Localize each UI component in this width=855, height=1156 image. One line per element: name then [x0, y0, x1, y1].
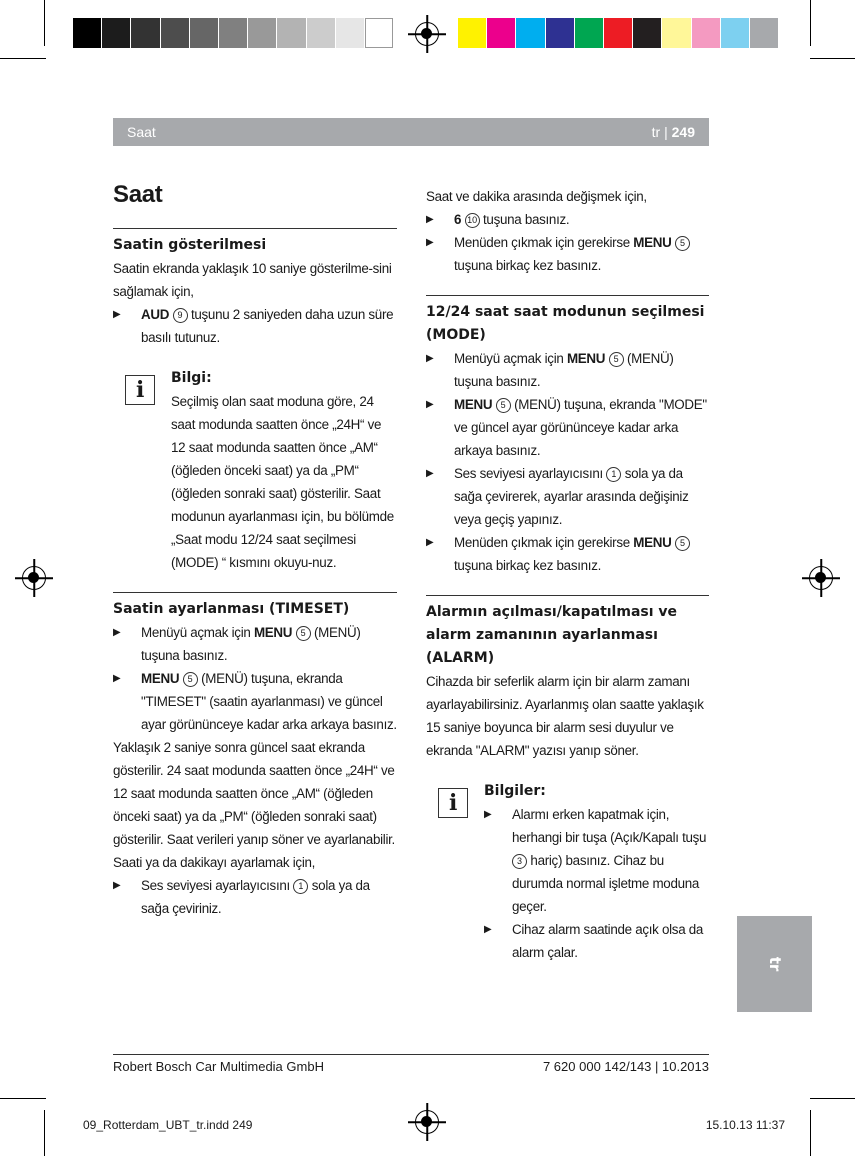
color-swatch: [516, 18, 544, 48]
bullet-arrow-icon: ▶: [426, 468, 434, 479]
key-label: MENU: [566, 351, 606, 366]
list-item: [426, 531, 709, 577]
footer-rule: [113, 1054, 709, 1055]
bullet-arrow-icon: ▶: [113, 309, 121, 320]
color-swatch: [219, 18, 247, 48]
key-number: 5: [609, 352, 624, 367]
key-label: MENU: [141, 671, 180, 686]
crop-mark: [810, 0, 811, 46]
crop-mark: [0, 1098, 46, 1099]
item-text: sola ya da sağa çeviriniz.: [141, 878, 370, 916]
info-title: Bilgiler:: [484, 783, 546, 799]
bullet-arrow-icon: ▶: [484, 924, 492, 935]
bullet-arrow-icon: ▶: [426, 537, 434, 548]
key-number: 1: [606, 467, 621, 482]
bullet-arrow-icon: ▶: [426, 214, 434, 225]
bullet-arrow-icon: ▶: [484, 809, 492, 820]
key-number: 10: [465, 213, 480, 228]
color-swatch: [248, 18, 276, 48]
key-label: AUD: [141, 307, 170, 322]
page-title: Saat: [113, 181, 163, 208]
item-text: Menüden çıkmak için gerekirse: [454, 535, 630, 550]
section-heading: Saatin ayarlanması (TIMESET): [113, 592, 397, 621]
registration-mark-icon: [415, 22, 439, 46]
section-heading: 12/24 saat saat modunun seçilmesi (MODE): [426, 295, 709, 347]
header-page: tr | 249: [651, 124, 695, 140]
bullet-arrow-icon: ▶: [113, 880, 121, 891]
list-item: [113, 303, 397, 349]
list-item: [426, 393, 709, 462]
key-number: 5: [675, 236, 690, 251]
color-swatch: [161, 18, 189, 48]
language-tab-label: tr: [765, 956, 784, 972]
color-swatch: [750, 18, 778, 48]
key-number: 5: [296, 626, 311, 641]
bullet-arrow-icon: ▶: [426, 353, 434, 364]
key-label: 6: [454, 212, 462, 227]
item-text: (MENÜ) tuşuna, ekranda "MODE" ve güncel ayar görününceye kadar arka arkaya basınız.: [454, 397, 707, 458]
color-swatch: [546, 18, 574, 48]
crop-mark: [44, 0, 45, 46]
key-label: MENU: [633, 235, 672, 250]
item-text: (MENÜ) tuşuna basınız.: [141, 625, 361, 663]
item-text: Ses seviyesi ayarlayıcısını: [141, 878, 290, 893]
page-number: 249: [671, 124, 695, 140]
key-number: 5: [675, 536, 690, 551]
list-item: [113, 667, 397, 736]
info-text: Seçilmiş olan saat moduna göre, 24 saat modunda saatten önce „24H“ ve 12 saat modunda saatten önce „AM“ (öğleden önceki saat) ya da „PM“ (öğleden sonraki saat) gösterilir. Saat modunun ayarlanması için, bu bölümde „Saat modu 12/24 saat seçilmesi (MODE) “ kısmını okuyu-nuz.: [171, 394, 394, 570]
item-text: (MENÜ) tuşuna, ekranda "TIMESET" (saatin ayarlanması) ve güncel ayar görününceye kadar arka arkaya basınız.: [141, 671, 397, 732]
color-swatch: [102, 18, 130, 48]
color-swatch: [277, 18, 305, 48]
color-swatch: [692, 18, 720, 48]
crop-mark: [810, 1098, 855, 1099]
registration-mark-icon: [809, 566, 833, 590]
paragraph: Yaklaşık 2 saniye sonra güncel saat ekranda gösterilir. 24 saat modunda saatten önce „24H“ ve 12 saat modunda saatten önce „AM“ (öğleden önceki saat) ya da „PM“ (öğleden sonraki saat) gösterilir. Saat verileri yanıp söner ve ayarlanabilir.: [113, 740, 395, 847]
item-text: sola ya da sağa çevirerek, ayarlar arasında değişiniz veya geçiş yapınız.: [454, 466, 689, 527]
crop-mark: [810, 58, 855, 59]
list-item: [113, 621, 397, 667]
key-number: 1: [293, 879, 308, 894]
color-swatch: [307, 18, 335, 48]
footer-company: Robert Bosch Car Multimedia GmbH: [113, 1059, 324, 1074]
color-swatch: [662, 18, 690, 48]
header-lang: tr: [651, 124, 661, 140]
list-item: [426, 231, 709, 277]
color-swatch: [365, 18, 393, 48]
color-swatch: [633, 18, 661, 48]
color-swatch: [487, 18, 515, 48]
info-title: Bilgi:: [171, 370, 212, 386]
item-text: Ses seviyesi ayarlayıcısını: [454, 466, 603, 481]
crop-mark: [0, 58, 46, 59]
item-text: (MENÜ) tuşuna basınız.: [454, 351, 674, 389]
color-swatch: [190, 18, 218, 48]
bullet-arrow-icon: ▶: [113, 673, 121, 684]
bullet-arrow-icon: ▶: [113, 627, 121, 638]
paragraph: Cihazda bir seferlik alarm için bir alarm zamanı ayarlayabilirsiniz. Ayarlanmış olan saatte yaklaşık 15 saniye boyunca bir alarm sesi duyulur ve ekranda "ALARM" yazısı yanıp söner.: [426, 674, 704, 758]
paragraph: Saati ya da dakikayı ayarlamak için,: [113, 855, 316, 870]
item-text: tuşunu 2 saniyeden daha uzun süre basılı tutunuz.: [141, 307, 394, 345]
info-box: [426, 780, 709, 964]
item-text: tuşuna birkaç kez basınız.: [454, 558, 602, 573]
footer-docnum: 7 620 000 142/143 | 10.2013: [542, 1059, 709, 1074]
list-item: [484, 803, 709, 918]
section-heading: Alarmın açılması/kapatılması ve alarm zamanının ayarlanması (ALARM): [426, 595, 709, 670]
paragraph: Saat ve dakika arasında değişmek için,: [426, 189, 647, 204]
list-item: [426, 347, 709, 393]
item-text: tuşuna birkaç kez basınız.: [454, 258, 602, 273]
key-label: MENU: [253, 625, 293, 640]
item-text: Cihaz alarm saatinde açık olsa da alarm çalar.: [512, 922, 704, 960]
bullet-arrow-icon: ▶: [426, 237, 434, 248]
color-swatch: [336, 18, 364, 48]
slug-file: 09_Rotterdam_UBT_tr.indd 249: [83, 1118, 253, 1132]
key-number: 9: [173, 308, 188, 323]
crop-mark: [44, 1110, 45, 1156]
registration-mark-icon: [415, 1110, 439, 1134]
language-tab: [737, 916, 812, 1012]
section-heading: Saatin gösterilmesi: [113, 228, 397, 257]
color-swatch: [575, 18, 603, 48]
right-column: [426, 185, 709, 964]
registration-mark-icon: [22, 566, 46, 590]
crop-mark: [810, 1110, 811, 1156]
list-item: [426, 208, 709, 231]
info-icon: i: [125, 375, 155, 405]
item-text: Menüden çıkmak için gerekirse: [454, 235, 630, 250]
paragraph: Saatin ekranda yaklaşık 10 saniye gösterilme-sini sağlamak için,: [113, 261, 392, 299]
info-icon: i: [438, 788, 468, 818]
key-number: 5: [183, 672, 198, 687]
item-text: Menüyü açmak için: [454, 351, 564, 366]
list-item: [484, 918, 709, 964]
slug-date: 15.10.13 11:37: [705, 1118, 785, 1132]
item-text: hariç) basınız. Cihaz bu durumda normal işletme moduna geçer.: [512, 853, 700, 914]
header-section: Saat: [127, 124, 156, 140]
color-swatch: [131, 18, 159, 48]
list-item: [426, 462, 709, 531]
item-text: Alarmı erken kapatmak için, herhangi bir tuşa (Açık/Kapalı tuşu: [512, 807, 707, 845]
item-text: tuşuna basınız.: [483, 212, 570, 227]
page-header: [113, 118, 709, 146]
info-box: [113, 367, 397, 574]
bullet-arrow-icon: ▶: [426, 399, 434, 410]
color-swatch: [604, 18, 632, 48]
color-swatch: [458, 18, 486, 48]
item-text: Menüyü açmak için: [141, 625, 251, 640]
color-swatch: [73, 18, 101, 48]
key-label: MENU: [633, 535, 672, 550]
list-item: [113, 874, 397, 920]
key-number: 5: [496, 398, 511, 413]
left-column: [113, 180, 397, 920]
key-number: 3: [512, 854, 527, 869]
key-label: MENU: [454, 397, 493, 412]
color-swatch: [721, 18, 749, 48]
